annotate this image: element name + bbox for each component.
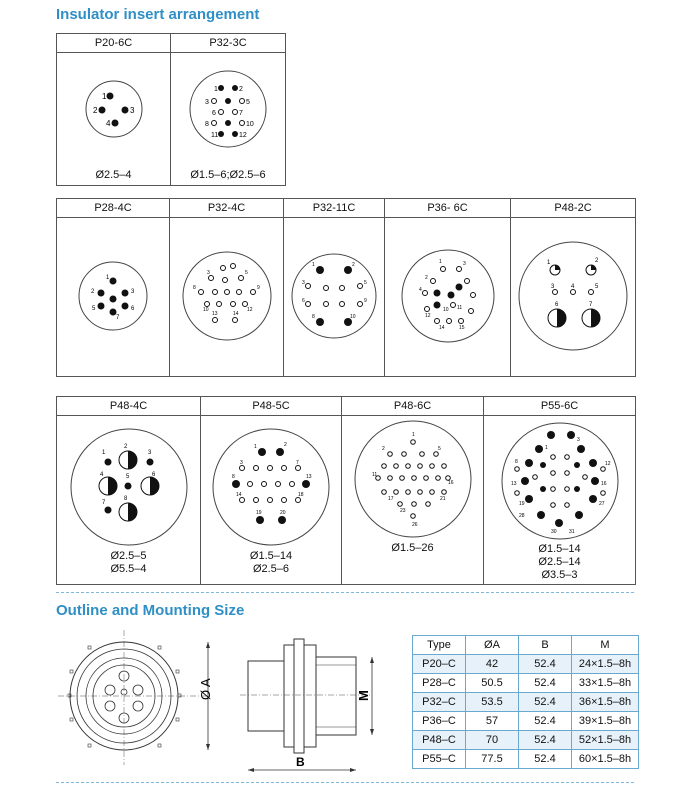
insulator-title: Insulator insert arrangement <box>56 6 260 23</box>
spec-cell: P36–C <box>413 712 466 731</box>
spec-cell: 52.4 <box>519 674 572 693</box>
insert-diagram-p48-4c <box>64 424 194 550</box>
insert-diagram-p48-2c <box>515 238 631 354</box>
insert-cell <box>170 218 284 377</box>
svg-text:5: 5 <box>595 283 599 290</box>
insert-size: Ø1.5–14 <box>538 542 581 555</box>
svg-text:13: 13 <box>510 480 517 487</box>
insert-cell <box>385 218 511 377</box>
insert-name: P48-2C <box>511 199 636 218</box>
insert-diagram-p48-6c <box>348 416 478 542</box>
svg-text:13: 13 <box>306 474 312 480</box>
spec-cell: 33×1.5–8h <box>572 674 639 693</box>
svg-text:3: 3 <box>206 269 210 276</box>
insert-table-row2 <box>56 198 636 377</box>
svg-text:31: 31 <box>568 528 575 535</box>
insert-diagram-p55-6c <box>495 419 625 543</box>
insert-size: Ø2.5–14 <box>538 555 581 568</box>
svg-text:7: 7 <box>589 301 593 308</box>
svg-text:15: 15 <box>458 324 465 331</box>
svg-text:8: 8 <box>312 313 315 320</box>
svg-text:12: 12 <box>246 306 253 313</box>
insert-cell <box>201 416 342 585</box>
svg-text:7: 7 <box>296 460 299 466</box>
insert-name: P48-5C <box>201 397 342 416</box>
svg-text:8: 8 <box>205 120 209 128</box>
svg-text:10: 10 <box>350 313 356 320</box>
svg-text:2: 2 <box>123 444 127 450</box>
spec-cell: 24×1.5–8h <box>572 655 639 674</box>
b-label: B <box>296 755 305 769</box>
svg-text:12: 12 <box>604 460 611 467</box>
spec-cell: 42 <box>466 655 519 674</box>
svg-text:2: 2 <box>424 274 428 281</box>
spec-cell: 53.5 <box>466 693 519 712</box>
spec-cell: 52.4 <box>519 655 572 674</box>
svg-text:3: 3 <box>129 105 134 115</box>
spec-cell: P48–C <box>413 731 466 750</box>
insert-name: P36- 6C <box>385 199 511 218</box>
insert-name: P32-3C <box>171 34 286 53</box>
spec-cell: P32–C <box>413 693 466 712</box>
svg-text:21: 21 <box>439 496 446 502</box>
spec-cell: 70 <box>466 731 519 750</box>
insert-cell <box>57 53 171 186</box>
svg-text:5: 5 <box>125 474 129 480</box>
insert-size: Ø1.5–26 <box>391 542 434 554</box>
insert-diagram-p36-6c <box>395 243 501 349</box>
insert-name: P55-6C <box>484 397 636 416</box>
spec-cell: 52.4 <box>519 712 572 731</box>
insert-size: Ø1.5–6;Ø2.5–6 <box>190 168 266 181</box>
side-view-drawing <box>240 635 380 775</box>
spec-cell: 50.5 <box>466 674 519 693</box>
svg-text:17: 17 <box>387 496 394 502</box>
svg-text:18: 18 <box>298 492 304 498</box>
svg-text:7: 7 <box>101 500 105 506</box>
spec-header: M <box>572 636 639 655</box>
svg-text:2: 2 <box>239 85 243 93</box>
insert-diagram-p32-11c <box>286 248 382 344</box>
spec-header: ØA <box>466 636 519 655</box>
insert-cell <box>57 416 201 585</box>
svg-text:10: 10 <box>442 306 449 313</box>
insert-cell <box>57 218 170 377</box>
svg-text:5: 5 <box>364 279 367 286</box>
svg-text:8: 8 <box>192 284 196 291</box>
insert-size: Ø2.5–6 <box>252 563 290 575</box>
section-divider <box>56 592 634 593</box>
spec-cell: P20–C <box>413 655 466 674</box>
svg-text:8: 8 <box>514 458 518 465</box>
insert-cell <box>171 53 286 186</box>
svg-text:20: 20 <box>280 510 286 516</box>
insert-diagram-p32-3c <box>172 57 284 169</box>
svg-text:14: 14 <box>438 324 445 331</box>
svg-text:1: 1 <box>547 259 551 266</box>
outline-title: Outline and Mounting Size <box>56 602 245 619</box>
svg-text:1: 1 <box>438 258 442 265</box>
svg-text:2: 2 <box>284 442 287 448</box>
insert-diagram-p20-6c <box>58 57 170 169</box>
m-label: M <box>356 690 371 701</box>
svg-text:12: 12 <box>239 131 247 139</box>
svg-text:14: 14 <box>236 492 242 498</box>
insert-name: P48-4C <box>57 397 201 416</box>
svg-text:2: 2 <box>92 105 97 115</box>
svg-text:6: 6 <box>555 301 559 308</box>
insert-cell <box>511 218 636 377</box>
svg-text:16: 16 <box>600 480 607 487</box>
insert-table-row1 <box>56 33 286 186</box>
insert-table-row3 <box>56 396 636 585</box>
svg-text:5: 5 <box>246 98 250 106</box>
insert-diagram-p48-5c <box>206 424 336 550</box>
svg-text:27: 27 <box>598 500 605 507</box>
svg-text:9: 9 <box>364 297 367 304</box>
spec-cell: 52.4 <box>519 731 572 750</box>
svg-text:1: 1 <box>101 91 106 101</box>
svg-text:4: 4 <box>99 472 103 478</box>
insert-name: P32-11C <box>284 199 385 218</box>
spec-cell: 39×1.5–8h <box>572 712 639 731</box>
svg-text:1: 1 <box>106 274 110 281</box>
svg-text:3: 3 <box>551 283 555 290</box>
svg-text:4: 4 <box>418 286 422 293</box>
svg-text:1: 1 <box>101 450 105 456</box>
svg-text:11: 11 <box>211 131 219 139</box>
spec-cell: 52.4 <box>519 750 572 769</box>
dia-a-label: Ø A <box>198 678 213 700</box>
svg-text:19: 19 <box>518 500 525 507</box>
svg-text:8: 8 <box>232 474 235 480</box>
svg-text:2: 2 <box>91 288 95 295</box>
svg-text:5: 5 <box>437 446 441 452</box>
spec-cell: 77.5 <box>466 750 519 769</box>
svg-text:5: 5 <box>92 305 96 312</box>
insert-size: Ø2.5–4 <box>95 168 132 181</box>
svg-text:23: 23 <box>399 508 406 514</box>
svg-text:14: 14 <box>232 310 239 317</box>
insert-name: P28-4C <box>57 199 170 218</box>
svg-text:11: 11 <box>371 472 377 478</box>
insert-size: Ø5.5–4 <box>110 563 147 575</box>
svg-text:6: 6 <box>212 109 216 117</box>
spec-cell: 52×1.5–8h <box>572 731 639 750</box>
svg-text:30: 30 <box>550 528 557 535</box>
svg-text:3: 3 <box>240 460 243 466</box>
spec-cell: 60×1.5–8h <box>572 750 639 769</box>
svg-text:19: 19 <box>256 510 262 516</box>
svg-text:1: 1 <box>544 444 548 451</box>
svg-text:3: 3 <box>576 436 580 443</box>
svg-text:13: 13 <box>211 310 218 317</box>
insert-name: P20-6C <box>57 34 171 53</box>
svg-text:9: 9 <box>256 284 260 291</box>
spec-cell: 57 <box>466 712 519 731</box>
insert-diagram-p32-4c <box>175 244 279 348</box>
insert-size: Ø2.5–5 <box>110 550 147 562</box>
svg-text:1: 1 <box>312 261 315 268</box>
spec-table <box>412 635 639 769</box>
spec-cell: 36×1.5–8h <box>572 693 639 712</box>
svg-text:5: 5 <box>244 269 248 276</box>
section-divider <box>56 782 634 783</box>
svg-text:10: 10 <box>202 306 209 313</box>
svg-text:3: 3 <box>205 98 209 106</box>
svg-text:3: 3 <box>302 279 305 286</box>
svg-text:3: 3 <box>462 260 466 267</box>
insert-name: P32-4C <box>170 199 284 218</box>
svg-text:3: 3 <box>147 450 151 456</box>
spec-cell: 52.4 <box>519 693 572 712</box>
insert-diagram-p28-4c <box>63 246 163 346</box>
svg-text:6: 6 <box>151 472 155 478</box>
svg-text:7: 7 <box>116 314 120 321</box>
svg-text:11: 11 <box>456 304 462 311</box>
svg-text:6: 6 <box>131 305 135 312</box>
svg-text:2: 2 <box>595 257 599 264</box>
svg-text:6: 6 <box>302 297 305 304</box>
svg-text:8: 8 <box>123 496 127 502</box>
svg-text:2: 2 <box>352 261 355 268</box>
svg-text:4: 4 <box>571 283 575 290</box>
svg-text:1: 1 <box>411 432 415 438</box>
svg-text:1: 1 <box>214 85 218 93</box>
front-view-drawing <box>58 630 228 770</box>
insert-name: P48-6C <box>342 397 484 416</box>
insert-size: Ø1.5–14 <box>249 550 293 562</box>
svg-text:12: 12 <box>424 312 431 319</box>
svg-text:28: 28 <box>518 512 525 519</box>
spec-header: Type <box>413 636 466 655</box>
svg-text:26: 26 <box>411 522 418 528</box>
spec-cell: P28–C <box>413 674 466 693</box>
svg-text:1: 1 <box>254 444 257 450</box>
spec-header: B <box>519 636 572 655</box>
svg-text:4: 4 <box>105 118 110 128</box>
spec-cell: P55–C <box>413 750 466 769</box>
insert-cell <box>284 218 385 377</box>
svg-text:10: 10 <box>246 120 254 128</box>
svg-text:3: 3 <box>131 288 135 295</box>
insert-cell <box>484 416 636 585</box>
svg-text:2: 2 <box>381 446 385 452</box>
insert-size: Ø3.5–3 <box>541 568 578 581</box>
svg-text:7: 7 <box>239 109 243 117</box>
svg-text:16: 16 <box>447 480 454 486</box>
insert-cell <box>342 416 484 585</box>
